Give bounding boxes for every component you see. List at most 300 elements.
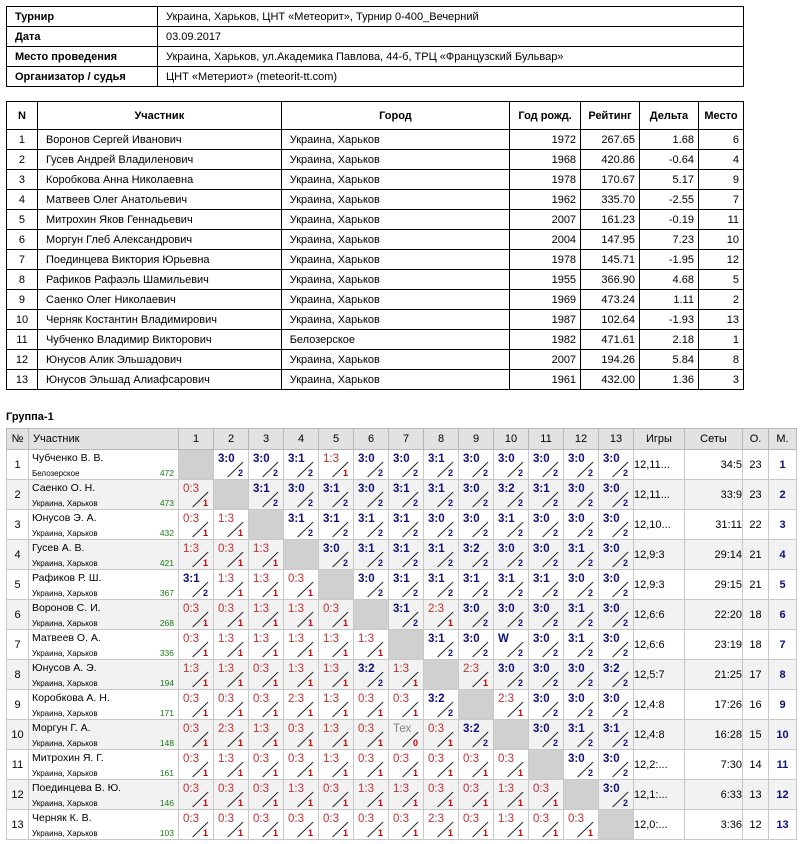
- participant-rating: 147.95: [581, 230, 640, 250]
- participant-number: 6: [7, 230, 38, 250]
- match-points: 1: [237, 588, 243, 598]
- match-result-cell: [529, 450, 564, 480]
- match-points: 1: [342, 738, 348, 748]
- match-result-cell: [319, 780, 354, 810]
- group-row-number: 6: [7, 600, 29, 630]
- match-result-cell: [494, 810, 529, 840]
- participant-place: 12: [698, 250, 743, 270]
- match-result-cell: [319, 600, 354, 630]
- match-points: 2: [587, 678, 593, 688]
- match-points: 2: [587, 468, 593, 478]
- match-points: 2: [412, 468, 418, 478]
- participant-delta: 5.17: [640, 170, 699, 190]
- match-result-cell: [179, 570, 214, 600]
- participant-birth-year: 2007: [510, 210, 581, 230]
- group-row-number: 8: [7, 660, 29, 690]
- match-result-cell: [529, 660, 564, 690]
- group-col-header: 2: [214, 429, 249, 450]
- match-result-cell: [599, 660, 634, 690]
- group-col-header: 7: [389, 429, 424, 450]
- group-player-rating: 194: [159, 678, 174, 688]
- match-points: 1: [412, 768, 418, 778]
- group-sets: 7:30: [685, 750, 743, 780]
- match-result-cell: [179, 480, 214, 510]
- match-points: 1: [447, 828, 453, 838]
- match-score: 1:3: [288, 663, 304, 675]
- self-match-cell: [599, 810, 634, 840]
- match-score: 0:3: [288, 573, 304, 585]
- participant-row: [7, 190, 744, 210]
- group-games: 12,0:...: [634, 810, 685, 840]
- info-row: [7, 7, 744, 27]
- match-points: 2: [412, 618, 418, 628]
- participant-rating: 145.71: [581, 250, 640, 270]
- participant-city: Украина, Харьков: [281, 370, 509, 390]
- match-result-cell: [389, 720, 424, 750]
- match-points: 1: [342, 618, 348, 628]
- match-result-cell: [319, 810, 354, 840]
- match-points: 1: [412, 828, 418, 838]
- match-points: 2: [552, 468, 558, 478]
- match-points: 2: [622, 708, 628, 718]
- match-score: 0:3: [323, 783, 339, 795]
- match-points: 1: [447, 618, 453, 628]
- match-score: 3:0: [533, 693, 550, 705]
- participant-delta: 5.84: [640, 350, 699, 370]
- match-points: 1: [307, 738, 313, 748]
- group-player-name: Гусев А. В.: [32, 542, 85, 554]
- participant-name: Юнусов Алик Эльшадович: [37, 350, 281, 370]
- match-points: 1: [237, 768, 243, 778]
- group-points: 22: [743, 510, 769, 540]
- match-result-cell: [599, 540, 634, 570]
- match-points: 2: [412, 498, 418, 508]
- match-points: 1: [552, 828, 558, 838]
- match-score: 3:2: [498, 483, 515, 495]
- group-header-games: Игры: [634, 429, 685, 450]
- match-result-cell: [529, 780, 564, 810]
- group-place: 4: [769, 540, 797, 570]
- participant-name: Чубченко Владимир Викторович: [37, 330, 281, 350]
- match-points: 1: [307, 678, 313, 688]
- match-score: 0:3: [183, 603, 199, 615]
- match-result-cell: [529, 510, 564, 540]
- group-player-city: Украина, Харьков: [32, 529, 98, 538]
- match-points: 1: [272, 738, 278, 748]
- match-result-cell: [459, 480, 494, 510]
- group-header-num: №: [7, 429, 29, 450]
- match-score: 1:3: [498, 813, 514, 825]
- match-points: 2: [307, 498, 313, 508]
- match-points: 2: [377, 468, 383, 478]
- group-games: 12,4:8: [634, 720, 685, 750]
- match-score: 0:3: [358, 813, 374, 825]
- match-points: 2: [622, 468, 628, 478]
- header-n: N: [7, 102, 38, 130]
- match-result-cell: [529, 810, 564, 840]
- match-points: 1: [342, 678, 348, 688]
- match-score: 3:1: [253, 483, 270, 495]
- match-score: 3:1: [463, 573, 480, 585]
- match-score: 0:3: [463, 783, 479, 795]
- match-result-cell: [214, 690, 249, 720]
- match-result-cell: [459, 570, 494, 600]
- group-sets: 6:33: [685, 780, 743, 810]
- group-row-number: 12: [7, 780, 29, 810]
- group-sets: 34:5: [685, 450, 743, 480]
- match-score: 0:3: [183, 513, 199, 525]
- match-result-cell: [249, 600, 284, 630]
- match-points: 1: [272, 828, 278, 838]
- match-points: 1: [202, 798, 208, 808]
- group-player-city: Украина, Харьков: [32, 679, 98, 688]
- group-player-city: Украина, Харьков: [32, 499, 98, 508]
- participant-number: 1: [7, 130, 38, 150]
- match-score: 2:3: [498, 693, 514, 705]
- match-points: 2: [622, 768, 628, 778]
- participant-delta: 7.23: [640, 230, 699, 250]
- participant-place: 3: [698, 370, 743, 390]
- participant-place: 11: [698, 210, 743, 230]
- match-points: 1: [552, 798, 558, 808]
- match-result-cell: [179, 810, 214, 840]
- match-points: 2: [552, 498, 558, 508]
- group-header-row: [7, 429, 797, 450]
- match-score: 1:3: [218, 663, 234, 675]
- group-col-header: 1: [179, 429, 214, 450]
- match-points: 1: [202, 678, 208, 688]
- participant-place: 10: [698, 230, 743, 250]
- match-points: 1: [202, 498, 208, 508]
- participant-row: [7, 170, 744, 190]
- match-points: 1: [447, 768, 453, 778]
- group-sets: 16:28: [685, 720, 743, 750]
- match-result-cell: [284, 780, 319, 810]
- match-result-cell: [284, 510, 319, 540]
- match-result-cell: [459, 450, 494, 480]
- participant-city: Украина, Харьков: [281, 230, 509, 250]
- group-player-city: Белозерское: [32, 469, 80, 478]
- match-score: 3:0: [498, 453, 515, 465]
- match-result-cell: [214, 450, 249, 480]
- match-result-cell: [459, 780, 494, 810]
- match-score: 3:1: [393, 543, 410, 555]
- participant-name: Митрохин Яков Геннадьевич: [37, 210, 281, 230]
- match-score: 0:3: [253, 693, 269, 705]
- participant-delta: -1.95: [640, 250, 699, 270]
- group-sets: 29:15: [685, 570, 743, 600]
- match-result-cell: [599, 570, 634, 600]
- match-points: 2: [482, 498, 488, 508]
- participant-birth-year: 1962: [510, 190, 581, 210]
- match-score: 3:0: [533, 633, 550, 645]
- match-points: 2: [482, 738, 488, 748]
- match-points: 2: [272, 468, 278, 478]
- match-score: 3:1: [568, 603, 585, 615]
- participant-rating: 335.70: [581, 190, 640, 210]
- match-score: 3:1: [323, 483, 340, 495]
- participant-name: Рафиков Рафаэль Шамильевич: [37, 270, 281, 290]
- match-points: 1: [482, 768, 488, 778]
- match-result-cell: [284, 630, 319, 660]
- participant-name: Матвеев Олег Анатольевич: [37, 190, 281, 210]
- participant-city: Белозерское: [281, 330, 509, 350]
- group-player-rating: 367: [159, 588, 174, 598]
- match-result-cell: [284, 450, 319, 480]
- group-player-rating: 473: [159, 498, 174, 508]
- self-match-cell: [529, 750, 564, 780]
- match-result-cell: [354, 480, 389, 510]
- participant-place: 5: [698, 270, 743, 290]
- info-row: [7, 67, 744, 87]
- match-points: 1: [377, 798, 383, 808]
- match-result-cell: [494, 540, 529, 570]
- match-score: 3:1: [183, 573, 200, 585]
- match-score: 3:0: [463, 603, 480, 615]
- participant-row: [7, 210, 744, 230]
- match-result-cell: [459, 750, 494, 780]
- group-player-rating: 103: [159, 828, 174, 838]
- group-player-city: Украина, Харьков: [32, 589, 98, 598]
- group-player-city: Украина, Харьков: [32, 829, 98, 838]
- participant-city: Украина, Харьков: [281, 350, 509, 370]
- match-score: 3:0: [533, 453, 550, 465]
- header-rating: Рейтинг: [581, 102, 640, 130]
- match-result-cell: [529, 690, 564, 720]
- match-score: 2:3: [428, 813, 444, 825]
- match-score: 3:0: [463, 513, 480, 525]
- match-result-cell: [564, 570, 599, 600]
- match-result-cell: [564, 720, 599, 750]
- match-points: 1: [202, 828, 208, 838]
- group-col-header: 8: [424, 429, 459, 450]
- group-points: 17: [743, 660, 769, 690]
- match-points: 2: [517, 678, 523, 688]
- match-result-cell: [179, 780, 214, 810]
- match-score: 3:0: [603, 453, 620, 465]
- group-row: [7, 450, 797, 480]
- match-score: 0:3: [533, 813, 549, 825]
- self-match-cell: [459, 690, 494, 720]
- match-result-cell: [214, 810, 249, 840]
- match-result-cell: [354, 510, 389, 540]
- group-player-name: Черняк К. В.: [32, 812, 92, 824]
- match-result-cell: [564, 630, 599, 660]
- participant-place: 2: [698, 290, 743, 310]
- group-col-header: 11: [529, 429, 564, 450]
- match-score: 2:3: [428, 603, 444, 615]
- match-result-cell: [494, 570, 529, 600]
- match-points: 1: [342, 468, 348, 478]
- match-points: 1: [237, 708, 243, 718]
- match-result-cell: [599, 450, 634, 480]
- group-row-number: 5: [7, 570, 29, 600]
- match-score: 0:3: [218, 693, 234, 705]
- group-player-name: Митрохин Я. Г.: [32, 752, 104, 764]
- group-place: 8: [769, 660, 797, 690]
- match-result-cell: [389, 480, 424, 510]
- match-result-cell: [564, 540, 599, 570]
- participant-number: 11: [7, 330, 38, 350]
- match-points: 1: [202, 558, 208, 568]
- match-points: 1: [272, 798, 278, 808]
- match-points: 1: [482, 798, 488, 808]
- group-games: 12,6:6: [634, 600, 685, 630]
- group-player-city: Украина, Харьков: [32, 559, 98, 568]
- group-points: 23: [743, 450, 769, 480]
- match-result-cell: [599, 480, 634, 510]
- match-result-cell: [249, 780, 284, 810]
- match-score: 0:3: [323, 813, 339, 825]
- match-points: 2: [342, 558, 348, 568]
- match-result-cell: [564, 690, 599, 720]
- match-score: 3:1: [393, 573, 410, 585]
- group-place: 2: [769, 480, 797, 510]
- group-player-cell: [29, 540, 179, 570]
- match-result-cell: [354, 690, 389, 720]
- group-player-city: Украина, Харьков: [32, 769, 98, 778]
- group-sets: 31:11: [685, 510, 743, 540]
- self-match-cell: [389, 630, 424, 660]
- group-points: 18: [743, 600, 769, 630]
- match-result-cell: [599, 690, 634, 720]
- match-points: 2: [377, 678, 383, 688]
- match-result-cell: [529, 570, 564, 600]
- match-score: 1:3: [393, 663, 409, 675]
- match-score: 0:3: [183, 633, 199, 645]
- participant-delta: -0.19: [640, 210, 699, 230]
- match-points: 2: [552, 558, 558, 568]
- group-player-cell: [29, 720, 179, 750]
- match-result-cell: [389, 750, 424, 780]
- match-score: 1:3: [288, 633, 304, 645]
- match-score: 3:0: [498, 663, 515, 675]
- header-delta: Дельта: [640, 102, 699, 130]
- info-value: ЦНТ «Метериот» (meteorit-tt.com): [158, 67, 744, 87]
- match-score: 1:3: [218, 573, 234, 585]
- match-score: 0:3: [568, 813, 584, 825]
- group-player-rating: 432: [159, 528, 174, 538]
- group-header-points: О.: [743, 429, 769, 450]
- group-row: [7, 780, 797, 810]
- match-result-cell: [319, 450, 354, 480]
- match-result-cell: [564, 810, 599, 840]
- match-score: 3:0: [603, 573, 620, 585]
- participant-rating: 194.26: [581, 350, 640, 370]
- match-result-cell: [319, 720, 354, 750]
- participant-birth-year: 1968: [510, 150, 581, 170]
- match-points: 2: [517, 558, 523, 568]
- group-row: [7, 810, 797, 840]
- match-points: 1: [377, 708, 383, 718]
- participant-delta: 4.68: [640, 270, 699, 290]
- participant-rating: 267.65: [581, 130, 640, 150]
- participant-city: Украина, Харьков: [281, 190, 509, 210]
- group-player-cell: [29, 810, 179, 840]
- match-points: 1: [482, 678, 488, 688]
- group-col-header: 3: [249, 429, 284, 450]
- match-result-cell: [354, 540, 389, 570]
- group-player-cell: [29, 630, 179, 660]
- participant-delta: 1.36: [640, 370, 699, 390]
- participant-place: 6: [698, 130, 743, 150]
- match-result-cell: [424, 480, 459, 510]
- match-score: 0:3: [393, 753, 409, 765]
- participant-place: 1: [698, 330, 743, 350]
- group-place: 6: [769, 600, 797, 630]
- match-points: 1: [447, 798, 453, 808]
- participant-number: 2: [7, 150, 38, 170]
- group-row: [7, 690, 797, 720]
- match-points: 1: [202, 768, 208, 778]
- group-sets: 17:26: [685, 690, 743, 720]
- match-points: 2: [447, 498, 453, 508]
- group-place: 11: [769, 750, 797, 780]
- match-result-cell: [354, 450, 389, 480]
- match-score: 0:3: [183, 483, 199, 495]
- match-score: 2:3: [463, 663, 479, 675]
- match-points: 0: [412, 738, 418, 748]
- group-points: 13: [743, 780, 769, 810]
- participant-name: Черняк Костантин Владимирович: [37, 310, 281, 330]
- match-result-cell: [424, 450, 459, 480]
- match-score: 0:3: [183, 813, 199, 825]
- match-points: 1: [272, 768, 278, 778]
- match-points: 1: [307, 648, 313, 658]
- match-points: 2: [482, 468, 488, 478]
- match-score: 3:0: [603, 783, 620, 795]
- match-points: 1: [237, 828, 243, 838]
- match-result-cell: [424, 780, 459, 810]
- match-result-cell: [179, 750, 214, 780]
- match-score: 0:3: [218, 783, 234, 795]
- group-points: 23: [743, 480, 769, 510]
- group-header-sets: Сеты: [685, 429, 743, 450]
- group-games: 12,9:3: [634, 570, 685, 600]
- participant-city: Украина, Харьков: [281, 150, 509, 170]
- match-points: 1: [307, 708, 313, 718]
- match-points: 2: [447, 528, 453, 538]
- match-result-cell: [354, 660, 389, 690]
- match-result-cell: [249, 720, 284, 750]
- match-result-cell: [284, 480, 319, 510]
- group-row: [7, 480, 797, 510]
- match-result-cell: [424, 540, 459, 570]
- match-points: 2: [377, 588, 383, 598]
- match-score: 3:0: [358, 573, 375, 585]
- match-score: W: [498, 633, 509, 645]
- match-result-cell: [564, 510, 599, 540]
- match-score: 3:1: [428, 483, 445, 495]
- match-score: 3:1: [533, 573, 550, 585]
- match-points: 2: [517, 648, 523, 658]
- match-score: 2:3: [218, 723, 234, 735]
- participant-name: Моргун Глеб Александрович: [37, 230, 281, 250]
- group-place: 13: [769, 810, 797, 840]
- match-score: 3:1: [288, 453, 305, 465]
- group-games: 12,4:8: [634, 690, 685, 720]
- match-result-cell: [319, 630, 354, 660]
- group-row: [7, 600, 797, 630]
- group-row-number: 3: [7, 510, 29, 540]
- group-player-cell: [29, 660, 179, 690]
- match-score: 3:0: [568, 693, 585, 705]
- match-points: 1: [517, 708, 523, 718]
- match-result-cell: [214, 780, 249, 810]
- match-points: 1: [517, 768, 523, 778]
- match-points: 2: [342, 528, 348, 538]
- participant-row: [7, 270, 744, 290]
